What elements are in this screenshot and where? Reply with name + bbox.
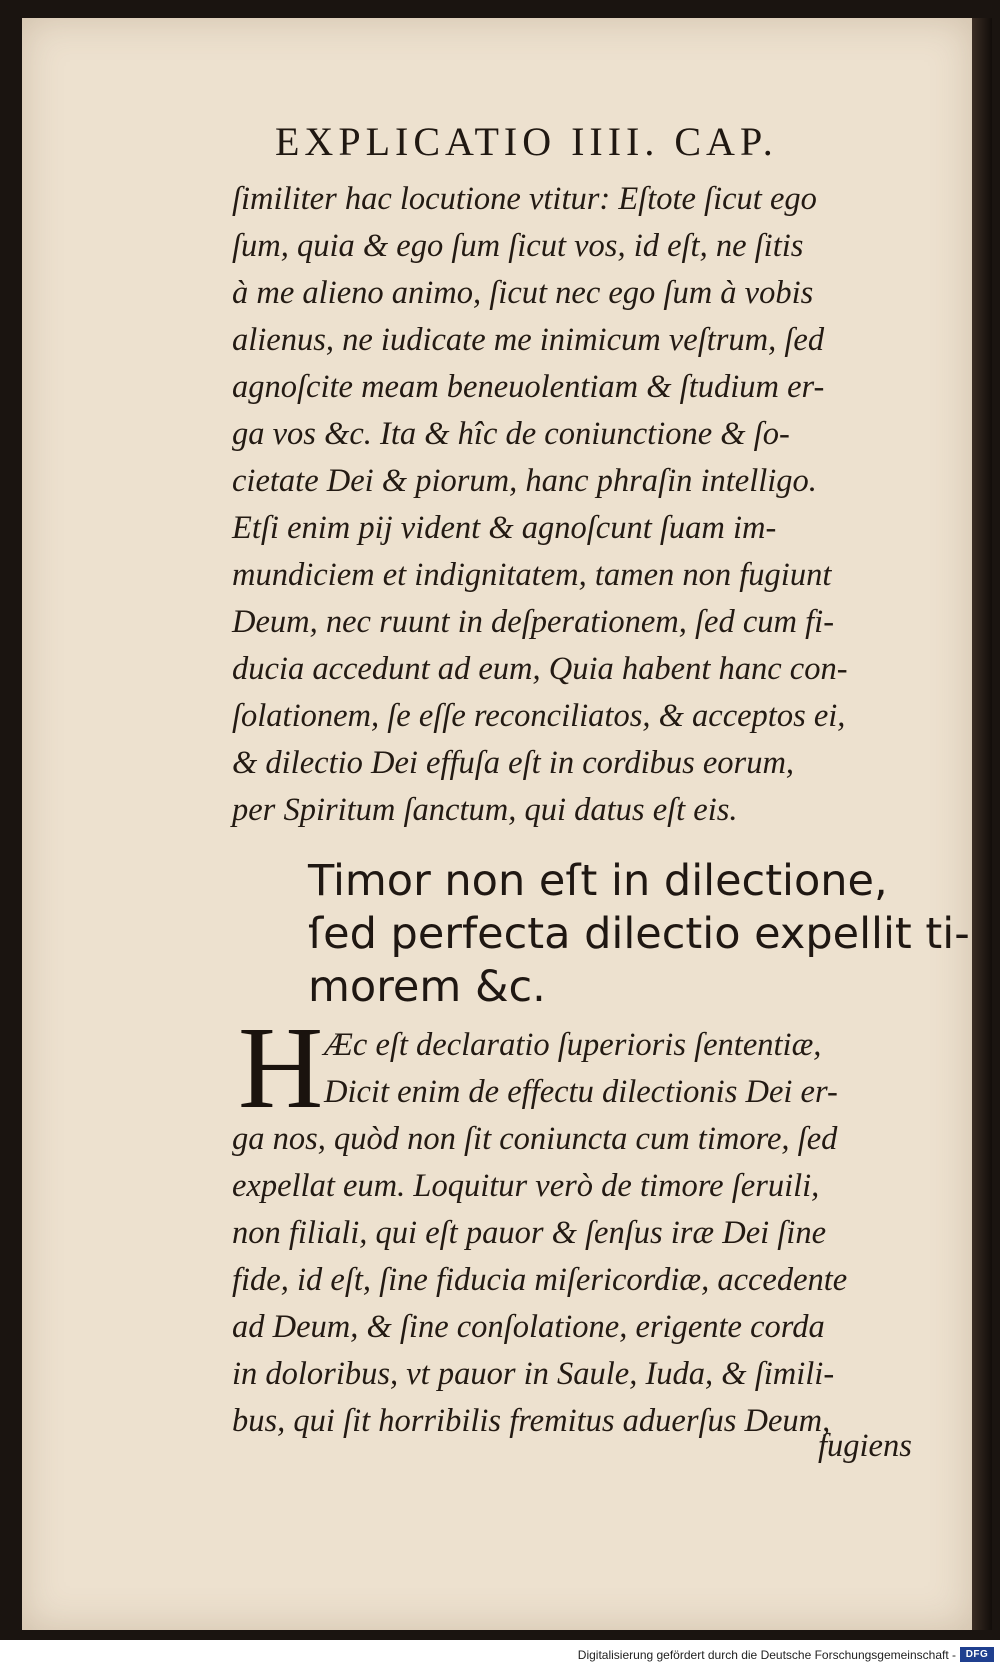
page-edge [972,18,992,1630]
dfg-logo: DFG [960,1647,994,1662]
text-line: expellat eum. Loquitur verò de timore ſeruili, [232,1168,820,1204]
text-line: ſimiliter hac locutione vtitur: Eſtote ſicut ego [232,181,817,217]
text-line: Etſi enim pij vident & agnoſcunt ſuam im- [232,510,777,546]
text-line: cietate Dei & piorum, hanc phraſin intelligo. [232,463,817,499]
catchword: fugiens [818,1428,912,1464]
text-line: per Spiritum ſanctum, qui datus eſt eis. [232,792,738,828]
text-line: ſum, quia & ego ſum ſicut vos, id eſt, ne ſitis [232,228,804,264]
text-line: ga nos, quòd non ſit coniuncta cum timore, ſed [232,1121,838,1157]
text-line: agnoſcite meam beneuolentiam & ſtudium er- [232,369,825,405]
verse-line: ſed perfecta dilectio expellit ti- [308,909,970,959]
text-line: fide, id eſt, ſine fiducia miſericordiæ, accedente [232,1262,848,1298]
text-line: ad Deum, & ſine conſolatione, erigente corda [232,1309,825,1345]
text-line: ſolationem, ſe eſſe reconciliatos, & acceptos ei, [232,698,846,734]
text-line: à me alieno animo, ſicut nec ego ſum à vobis [232,275,814,311]
verse-line: morem &c. [308,962,546,1012]
text-line: Deum, nec ruunt in deſperationem, ſed cum fi- [232,604,835,640]
text-line: ga vos &c. Ita & hîc de coniunctione & ſo- [232,416,790,452]
funding-credit: Digitalisierung gefördert durch die Deutsche Forschungsgemeinschaft - [577,1648,956,1662]
text-line: ducia accedunt ad eum, Quia habent hanc con- [232,651,848,687]
footer-bar [0,1640,1000,1672]
text-line: alienus, ne iudicate me inimicum veſtrum, ſed [232,322,825,358]
text-line: mundiciem et indignitatem, tamen non fugiunt [232,557,832,593]
text-line: Æc eſt declaratio ſuperioris ſententiæ, [324,1027,822,1063]
scripture-verse [308,855,970,1014]
drop-cap-initial: H [238,1002,324,1133]
text-line: & dilectio Dei effuſa eſt in cordibus eorum, [232,745,795,781]
text-line: Dicit enim de effectu dilectionis Dei er- [324,1074,838,1110]
text-line: non filiali, qui eſt pauor & ſenſus iræ Dei ſine [232,1215,827,1251]
paragraph-2 [232,1022,932,1445]
paragraph-1 [232,176,932,834]
text-line: in doloribus, vt pauor in Saule, Iuda, & ſimili- [232,1356,835,1392]
verse-line: Timor non eſt in dilectione, [308,856,888,906]
text-line: bus, qui ſit horribilis fremitus aduerſus Deum, [232,1403,831,1439]
running-title: EXPLICATIO IIII. CAP. [275,119,778,164]
